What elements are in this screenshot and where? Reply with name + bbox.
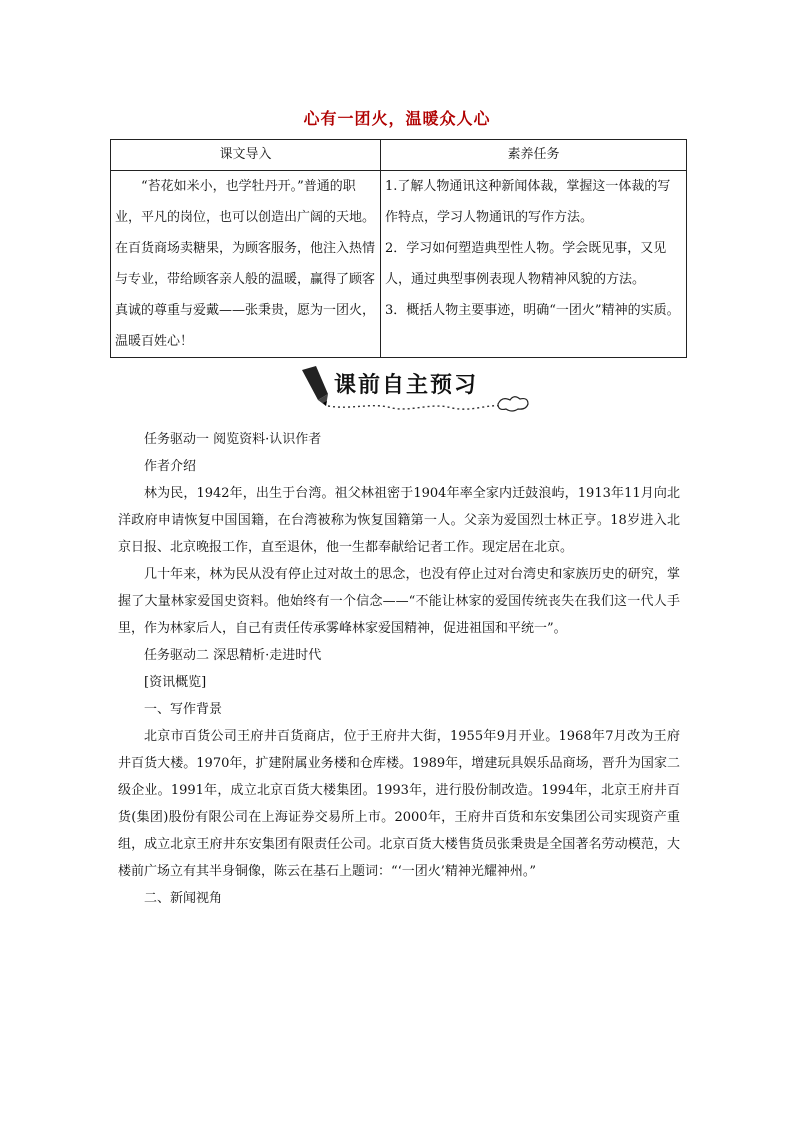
intro-text-cell: “苔花如米小，也学牡丹开。”普通的职业，平凡的岗位，也可以创造出广阔的天地。在百货商场卖糖果，为顾客服务，他注入热情与专业，带给顾客亲人般的温暖，赢得了顾客真诚的尊重与爱戴——张秉贵，愿为一团火，温暖百姓心！ <box>111 171 381 358</box>
paragraph: 北京市百货公司王府井百货商店，位于王府井大街，1955年9月开业。1968年7月改为王府井百货大楼。1970年，扩建附属业务楼和仓库楼。1989年，增建玩具娱乐品商场，晋升为国家二级企业。1991年，成立北京百货大楼集团。1993年，进行股份制改造。1994年，北京王府井百货(集团)股份有限公司在上海证券交易所上市。2000年，王府井百货和东安集团公司实现资产重组，成立北京王府井东安集团有限责任公司。北京百货大楼售货员张秉贵是全国著名劳动模范，大楼前广场立有其半身铜像，陈云在基石上题词：“‘一团火’精神光耀神州。” <box>118 729 680 879</box>
table-body-row <box>111 171 687 358</box>
intro-table <box>110 139 687 358</box>
subsection-heading: 一、写作背景 <box>144 702 223 717</box>
page-title: 心有一团火，温暖众人心 <box>303 109 491 128</box>
section-banner <box>292 364 542 414</box>
paragraph: 几十年来，林为民从没有停止过对故土的思念，也没有停止过对台湾史和家族历史的研究，掌握了大量林家爱国史资料。他始终有一个信念——“不能让林家的爱国传统丧失在我们这一代人手里，作为林家后人，自己有责任传承雾峰林家爱国精神，促进祖国和平统一”。 <box>118 567 680 636</box>
banner-title: 课前自主预习 <box>334 373 479 398</box>
paragraph: 林为民，1942年，出生于台湾。祖父林祖密于1904年率全家内迁鼓浪屿，1913年11月向北洋政府申请恢复中国国籍，在台湾被称为恢复国籍第一人。父亲为爱国烈士林正亨。18岁进入北京日报、北京晚报工作，直至退休，他一生都奉献给记者工作。现定居在北京。 <box>118 486 680 555</box>
table-header-intro: 课文导入 <box>111 140 381 171</box>
tasks-cell <box>381 171 687 358</box>
table-header-row <box>111 140 687 171</box>
task-item: 2．学习如何塑造典型性人物。学会既见事，又见人，通过典型事例表现人物精神风貌的方法。 <box>385 241 667 287</box>
task-heading: 任务驱动二 深思精析·走进时代 <box>144 648 322 663</box>
subsection-heading: 二、新闻视角 <box>144 891 223 906</box>
subsection-heading: 作者介绍 <box>144 459 197 474</box>
task-item: 1.了解人物通讯这种新闻体裁，掌握这一体裁的写作特点，学习人物通讯的写作方法。 <box>385 179 671 225</box>
subsection-heading: [资讯概览] <box>144 675 207 690</box>
body-text <box>118 426 680 912</box>
task-item: 3．概括人物主要事迹，明确“一团火”精神的实质。 <box>385 303 680 318</box>
table-header-tasks: 素养任务 <box>381 140 687 171</box>
task-heading: 任务驱动一 阅览资料·认识作者 <box>144 432 322 447</box>
